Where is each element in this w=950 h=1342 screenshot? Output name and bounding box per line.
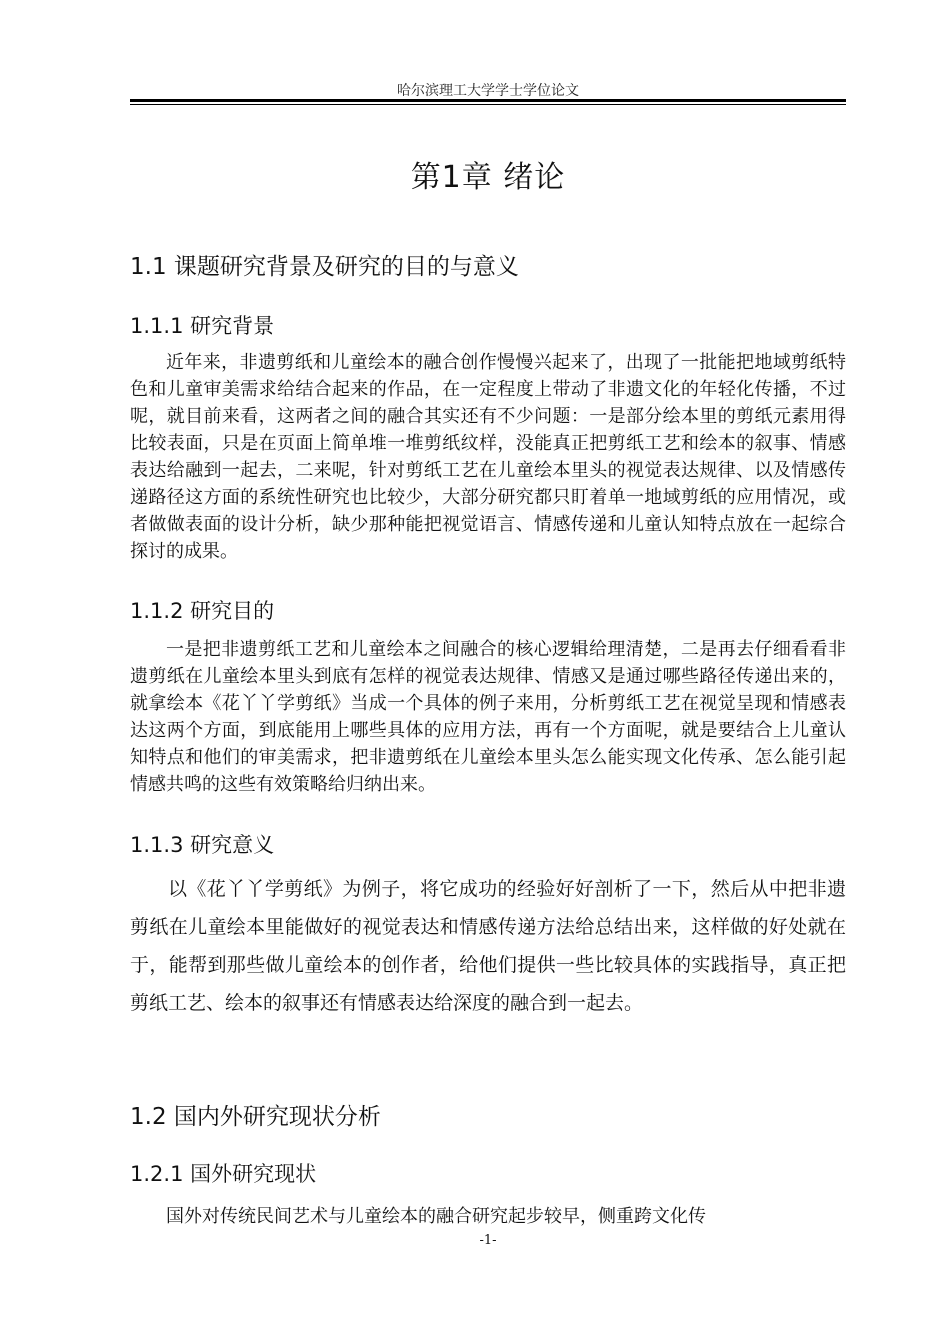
paragraph-research-significance: 以《花丫丫学剪纸》为例子，将它成功的经验好好剖析了一下，然后从中把非遗剪纸在儿童绘本里能做好的视觉表达和情感传递方法给总结出来，这样做的好处就在于，能帮到那些做儿童绘本的创作者，给他们提供一些比较具体的实践指导，真正把剪纸工艺、绘本的叙事还有情感表达给深度的融合到一起去。 <box>130 878 846 1014</box>
header-rule-thick <box>130 99 846 102</box>
header-rule-thin <box>130 104 846 105</box>
section-heading-1-1: 1.1 课题研究背景及研究的目的与意义 <box>130 254 519 280</box>
section-heading-1-1-3: 1.1.3 研究意义 <box>130 833 275 857</box>
section-heading-1-1-1: 1.1.1 研究背景 <box>130 314 275 338</box>
chapter-title: 第1章 绪论 <box>410 160 566 195</box>
section-heading-1-2-1: 1.2.1 国外研究现状 <box>130 1162 317 1186</box>
paragraph-research-background: 近年来，非遗剪纸和儿童绘本的融合创作慢慢兴起来了，出现了一批能把地域剪纸特色和儿童审美需求给结合起来的作品，在一定程度上带动了非遗文化的年轻化传播，不过呢，就目前来看，这两者之间的融合其实还有不少问题：一是部分绘本里的剪纸元素用得比较表面，只是在页面上简单堆一堆剪纸纹样，没能真正把剪纸工艺和绘本的叙事、情感表达给融到一起去，二来呢，针对剪纸工艺在儿童绘本里头的视觉表达规律、以及情感传递路径这方面的系统性研究也比较少，大部分研究都只盯着单一地域剪纸的应用情况，或者做做表面的设计分析，缺少那种能把视觉语言、情感传递和儿童认知特点放在一起综合探讨的成果。 <box>130 352 846 562</box>
section-heading-1-2: 1.2 国内外研究现状分析 <box>130 1104 381 1130</box>
page-number: -1- <box>479 1233 497 1248</box>
running-header: 哈尔滨理工大学学士学位论文 <box>397 83 579 99</box>
section-heading-1-1-2: 1.1.2 研究目的 <box>130 599 275 623</box>
paragraph-foreign-research: 国外对传统民间艺术与儿童绘本的融合研究起步较早，侧重跨文化传 <box>166 1206 706 1227</box>
paragraph-research-purpose: 一是把非遗剪纸工艺和儿童绘本之间融合的核心逻辑给理清楚，二是再去仔细看看非遗剪纸在儿童绘本里头到底有怎样的视觉表达规律、情感又是通过哪些路径传递出来的，就拿绘本《花丫丫学剪纸》当成一个具体的例子来用，分析剪纸工艺在视觉呈现和情感表达这两个方面，到底能用上哪些具体的应用方法，再有一个方面呢，就是要结合上儿童认知特点和他们的审美需求，把非遗剪纸在儿童绘本里头怎么能实现文化传承、怎么能引起情感共鸣的这些有效策略给归纳出来。 <box>130 639 846 795</box>
